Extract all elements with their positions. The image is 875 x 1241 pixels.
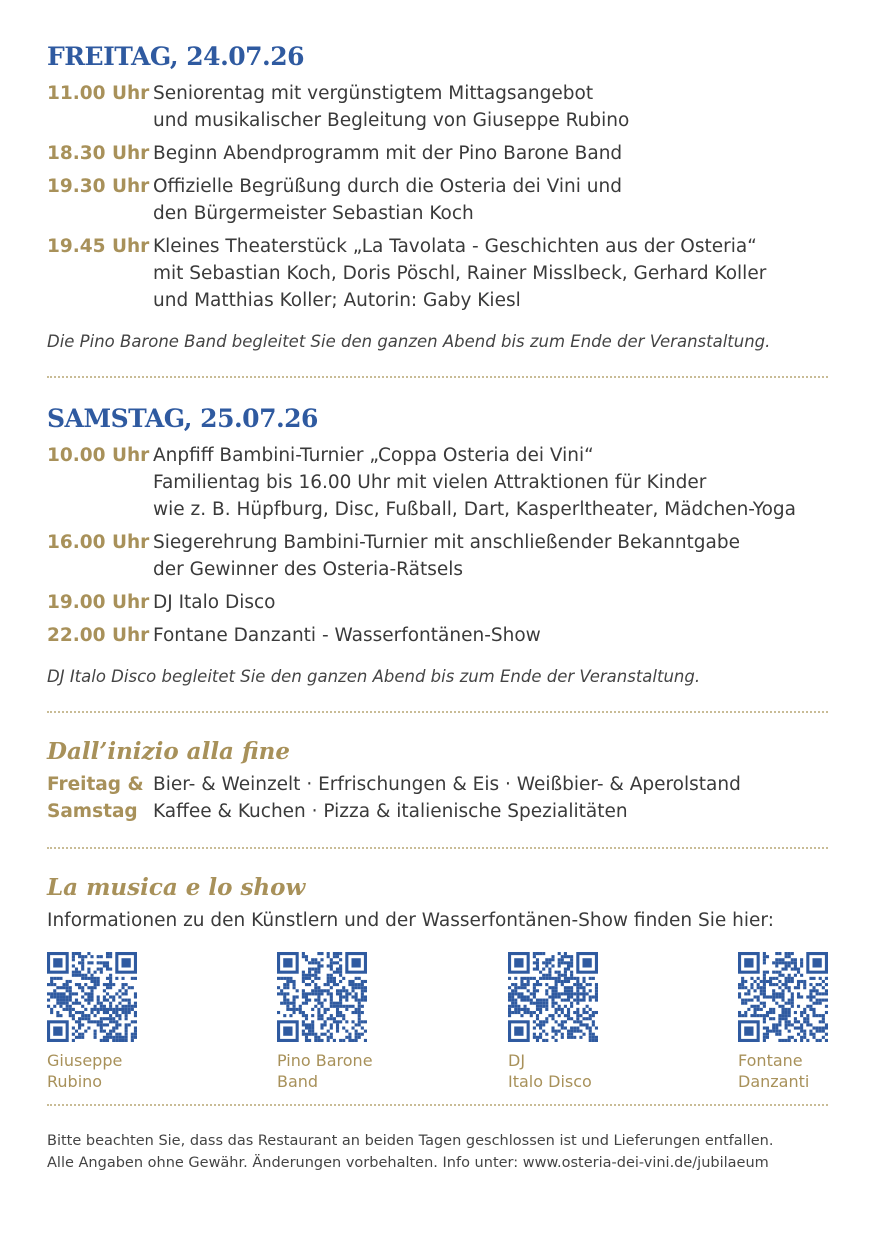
- event-text: Kleines Theaterstück „La Tavolata - Geschichten aus der Osteria“: [153, 236, 757, 257]
- qr-code-icon[interactable]: [47, 952, 137, 1042]
- qr-code-icon[interactable]: [277, 952, 367, 1042]
- friday-section: [47, 40, 828, 354]
- friday-event: [47, 173, 828, 227]
- saturday-event: [47, 622, 828, 649]
- music-info-text: Informationen zu den Künstlern und der Wasserfontänen-Show finden Sie hier:: [47, 910, 774, 931]
- dotted-divider: [47, 711, 828, 713]
- event-text: DJ Italo Disco: [153, 592, 276, 613]
- saturday-note: DJ Italo Disco begleitet Sie den ganzen Abend bis zum Ende der Veranstaltung.: [47, 667, 701, 686]
- offer-section: [47, 737, 828, 825]
- saturday-event: [47, 442, 828, 523]
- event-time: 11.00 Uhr: [47, 83, 150, 104]
- event-text: Beginn Abendprogramm mit der Pino Barone Band: [153, 143, 623, 164]
- dotted-divider: [47, 1104, 828, 1106]
- qr-item: [508, 952, 638, 1092]
- dotted-divider: [47, 847, 828, 849]
- event-time: 10.00 Uhr: [47, 445, 150, 466]
- footer: [47, 1130, 828, 1174]
- event-text: und musikalischer Begleitung von Giuseppe Rubino: [153, 110, 630, 131]
- qr-caption: Fontane: [738, 1051, 803, 1070]
- event-text: Familientag bis 16.00 Uhr mit vielen Attraktionen für Kinder: [153, 472, 707, 493]
- program-page: [47, 40, 828, 1174]
- qr-caption: Giuseppe: [47, 1051, 123, 1070]
- offer-text: Kaffee & Kuchen · Pizza & italienische Spezialitäten: [153, 801, 628, 822]
- event-text: der Gewinner des Osteria-Rätsels: [153, 559, 463, 580]
- footer-text: Bitte beachten Sie, dass das Restaurant an beiden Tagen geschlossen ist und Lieferungen entfallen.: [47, 1133, 774, 1149]
- offer-day-label: Samstag: [47, 801, 138, 822]
- event-time: 19.30 Uhr: [47, 176, 150, 197]
- event-text: den Bürgermeister Sebastian Koch: [153, 203, 474, 224]
- qr-caption: Band: [277, 1072, 319, 1091]
- qr-code-icon[interactable]: [738, 952, 828, 1042]
- event-time: 22.00 Uhr: [47, 625, 150, 646]
- saturday-event: [47, 529, 828, 583]
- event-text: und Matthias Koller; Autorin: Gaby Kiesl: [153, 290, 521, 311]
- qr-item: [738, 952, 868, 1092]
- event-text: Anpfiff Bambini-Turnier „Coppa Osteria dei Vini“: [153, 445, 594, 466]
- event-time: 18.30 Uhr: [47, 143, 150, 164]
- event-text: Seniorentag mit vergünstigtem Mittagsangebot: [153, 83, 594, 104]
- friday-event: [47, 233, 828, 314]
- event-text: mit Sebastian Koch, Doris Pöschl, Rainer Misslbeck, Gerhard Koller: [153, 263, 767, 284]
- friday-event: [47, 80, 828, 134]
- friday-note: Die Pino Barone Band begleitet Sie den ganzen Abend bis zum Ende der Veranstaltung.: [47, 332, 771, 351]
- qr-item: [47, 952, 177, 1092]
- event-text: wie z. B. Hüpfburg, Disc, Fußball, Dart, Kasperltheater, Mädchen-Yoga: [153, 499, 797, 520]
- event-text: Fontane Danzanti - Wasserfontänen-Show: [153, 625, 541, 646]
- event-time: 16.00 Uhr: [47, 532, 150, 553]
- qr-caption: DJ: [508, 1051, 526, 1070]
- qr-caption: Rubino: [47, 1072, 103, 1091]
- dotted-divider: [47, 376, 828, 378]
- offer-text: Bier- & Weinzelt · Erfrischungen & Eis · Weißbier- & Aperolstand: [153, 774, 741, 795]
- qr-caption: Danzanti: [738, 1072, 810, 1091]
- offer-title: Dall’inizio alla fine: [47, 738, 291, 765]
- event-time: 19.45 Uhr: [47, 236, 150, 257]
- music-section: [47, 873, 828, 1102]
- qr-item: [277, 952, 407, 1092]
- event-time: 19.00 Uhr: [47, 592, 150, 613]
- qr-caption: Italo Disco: [508, 1072, 592, 1091]
- saturday-section: [47, 402, 828, 689]
- qr-caption: Pino Barone: [277, 1051, 373, 1070]
- event-text: Siegerehrung Bambini-Turnier mit anschließender Bekanntgabe: [153, 532, 741, 553]
- qr-code-icon[interactable]: [508, 952, 598, 1042]
- saturday-title: SAMSTAG, 25.07.26: [47, 404, 318, 433]
- friday-event: [47, 140, 828, 167]
- friday-title: FREITAG, 24.07.26: [47, 42, 305, 71]
- footer-text: Alle Angaben ohne Gewähr. Änderungen vorbehalten. Info unter: www.osteria-dei-vini.de/jubilaeum: [47, 1155, 769, 1171]
- offer-day-label: Freitag &: [47, 774, 144, 795]
- event-text: Offizielle Begrüßung durch die Osteria dei Vini und: [153, 176, 622, 197]
- music-title: La musica e lo show: [47, 874, 306, 901]
- saturday-event: [47, 589, 828, 616]
